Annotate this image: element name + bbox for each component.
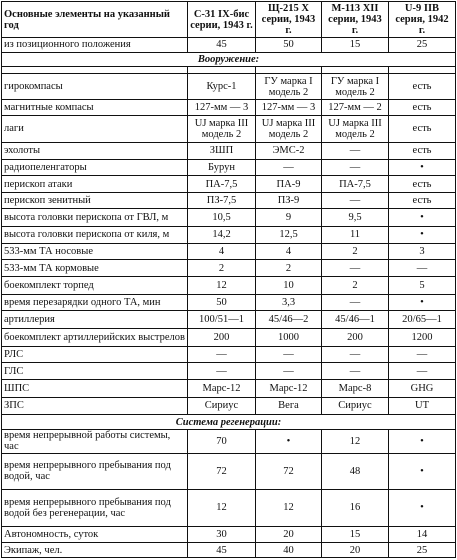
column-header: Щ-215 X серии, 1943 г.	[256, 2, 322, 38]
table-cell: есть	[389, 74, 456, 100]
table-cell: 70	[188, 429, 256, 453]
table-cell: 1000	[256, 329, 322, 347]
table-cell: 127-мм — 2	[322, 100, 389, 116]
table-cell: —	[256, 346, 322, 363]
row-label: ШПС	[2, 379, 188, 397]
row-label: время непрерывной работы системы, час	[2, 429, 188, 453]
table-cell: есть	[389, 115, 456, 142]
table-cell: —	[322, 363, 389, 380]
section-row	[2, 415, 456, 430]
column-header: С-31 IX-бис серии, 1943 г.	[188, 2, 256, 38]
table-cell: —	[322, 346, 389, 363]
table-cell: 14	[389, 526, 456, 543]
table-row	[2, 209, 456, 227]
table-row	[2, 159, 456, 176]
table-cell: 2	[322, 243, 389, 260]
table-cell: —	[389, 346, 456, 363]
table-cell: Марс-12	[188, 379, 256, 397]
row-label: Автономность, суток	[2, 526, 188, 543]
table-cell: —	[322, 192, 389, 209]
table-cell: Курс-1	[188, 74, 256, 100]
row-label: РЛС	[2, 346, 188, 363]
row-label	[2, 67, 188, 74]
row-label: из позиционного положения	[2, 38, 188, 53]
table-cell: ЗШП	[188, 142, 256, 159]
table-cell	[188, 67, 256, 74]
table-cell: •	[389, 453, 456, 489]
table-cell: 25	[389, 38, 456, 53]
row-label: 533-мм ТА носовые	[2, 243, 188, 260]
table-cell: 2	[322, 277, 389, 295]
table-cell: 3,3	[256, 294, 322, 311]
row-label: время непрерывного пребывания под водой, час	[2, 453, 188, 489]
table-row	[2, 142, 456, 159]
table-row	[2, 397, 456, 415]
table-cell: 16	[322, 490, 389, 526]
table-cell: •	[256, 429, 322, 453]
table-cell: •	[389, 490, 456, 526]
table-cell: —	[256, 363, 322, 380]
table-cell: 10	[256, 277, 322, 295]
section-label: Система регенерации:	[2, 415, 456, 430]
row-label: гирокомпасы	[2, 74, 188, 100]
row-label: артиллерия	[2, 311, 188, 329]
table-cell: 25	[389, 543, 456, 558]
table-cell: 20	[322, 543, 389, 558]
table-row	[2, 311, 456, 329]
table-cell: ПА-7,5	[188, 176, 256, 193]
table-row	[2, 379, 456, 397]
table-row	[2, 100, 456, 116]
table-cell: Бурун	[188, 159, 256, 176]
table-body	[2, 38, 456, 558]
table-cell: есть	[389, 142, 456, 159]
table-row	[2, 115, 456, 142]
table-cell: 2	[256, 260, 322, 277]
table-cell: 100/51—1	[188, 311, 256, 329]
table-cell: UJ марка III модель 2	[322, 115, 389, 142]
table-cell: —	[322, 142, 389, 159]
table-cell: •	[389, 429, 456, 453]
section-label: Вооружение:	[2, 52, 456, 67]
table-cell: 20/65—1	[389, 311, 456, 329]
table-cell: 9	[256, 209, 322, 227]
table-cell: 20	[256, 526, 322, 543]
table-cell: —	[188, 363, 256, 380]
table-row	[2, 227, 456, 244]
table-cell: Сириус	[322, 397, 389, 415]
table-row	[2, 38, 456, 53]
table-row	[2, 543, 456, 558]
table-cell: Марс-8	[322, 379, 389, 397]
table-cell: есть	[389, 192, 456, 209]
table-cell: 5	[389, 277, 456, 295]
table-cell: ЭМС-2	[256, 142, 322, 159]
table-cell: 127-мм — 3	[256, 100, 322, 116]
table-row	[2, 329, 456, 347]
table-cell: есть	[389, 100, 456, 116]
header-row	[2, 2, 456, 38]
table-cell: 48	[322, 453, 389, 489]
table-row	[2, 277, 456, 295]
table-cell: •	[389, 227, 456, 244]
column-header: U-9 IIВ серия, 1942 г.	[389, 2, 456, 38]
row-label: время непрерывного пребывания под водой без регенерации, час	[2, 490, 188, 526]
table-row	[2, 74, 456, 100]
table-cell: 50	[256, 38, 322, 53]
table-row	[2, 526, 456, 543]
table-cell: 12,5	[256, 227, 322, 244]
table-cell: 45	[188, 543, 256, 558]
table-cell: •	[389, 209, 456, 227]
table-cell: 2	[188, 260, 256, 277]
table-row	[2, 67, 456, 74]
table-row	[2, 429, 456, 453]
table-cell: 4	[188, 243, 256, 260]
row-label: перископ зенитный	[2, 192, 188, 209]
table-cell	[322, 67, 389, 74]
row-label: боекомплект торпед	[2, 277, 188, 295]
table-cell: —	[322, 159, 389, 176]
table-cell: —	[256, 159, 322, 176]
table-cell: 15	[322, 38, 389, 53]
table-cell: UJ марка III модель 2	[188, 115, 256, 142]
row-label: радиопеленгаторы	[2, 159, 188, 176]
row-label: время перезарядки одного ТА, мин	[2, 294, 188, 311]
table-cell	[389, 67, 456, 74]
table-cell: 30	[188, 526, 256, 543]
table-cell: ПА-7,5	[322, 176, 389, 193]
table-cell: —	[188, 346, 256, 363]
table-cell: UJ марка III модель 2	[256, 115, 322, 142]
table-cell: 12	[188, 277, 256, 295]
table-cell: 72	[188, 453, 256, 489]
table-cell: 3	[389, 243, 456, 260]
table-cell: GHG	[389, 379, 456, 397]
table-cell: 45	[188, 38, 256, 53]
table-cell: 72	[256, 453, 322, 489]
table-cell: 9,5	[322, 209, 389, 227]
row-label: перископ атаки	[2, 176, 188, 193]
table-cell: 15	[322, 526, 389, 543]
column-header: Основные элементы на указанный год	[2, 2, 188, 38]
row-label: Экипаж, чел.	[2, 543, 188, 558]
table-cell: ПЗ-7,5	[188, 192, 256, 209]
table-cell: 127-мм — 3	[188, 100, 256, 116]
row-label: ЗПС	[2, 397, 188, 415]
table-cell	[256, 67, 322, 74]
table-cell: Марс-12	[256, 379, 322, 397]
table-cell: 14,2	[188, 227, 256, 244]
specs-table	[1, 1, 456, 558]
row-label: боекомплект артиллерийских выстрелов	[2, 329, 188, 347]
table-row	[2, 490, 456, 526]
table-cell: ПЗ-9	[256, 192, 322, 209]
row-label: ГЛС	[2, 363, 188, 380]
table-row	[2, 260, 456, 277]
table-cell: 50	[188, 294, 256, 311]
table-cell: Вега	[256, 397, 322, 415]
table-cell: 1200	[389, 329, 456, 347]
table-cell: ПА-9	[256, 176, 322, 193]
row-label: лаги	[2, 115, 188, 142]
table-cell: 45/46—1	[322, 311, 389, 329]
row-label: магнитные компасы	[2, 100, 188, 116]
table-cell: 200	[188, 329, 256, 347]
table-cell: 12	[188, 490, 256, 526]
row-label: высота головки перископа от киля, м	[2, 227, 188, 244]
table-cell: 40	[256, 543, 322, 558]
table-row	[2, 243, 456, 260]
table-cell: 45/46—2	[256, 311, 322, 329]
table-cell: —	[322, 260, 389, 277]
table-cell: 11	[322, 227, 389, 244]
table-row	[2, 176, 456, 193]
table-cell: 200	[322, 329, 389, 347]
table-cell: 12	[256, 490, 322, 526]
table-cell: 12	[322, 429, 389, 453]
column-header: М-113 XII серии, 1943 г.	[322, 2, 389, 38]
table-row	[2, 192, 456, 209]
table-cell: —	[322, 294, 389, 311]
table-cell: 4	[256, 243, 322, 260]
table-cell: •	[389, 159, 456, 176]
table-cell: UT	[389, 397, 456, 415]
row-label: 533-мм ТА кормовые	[2, 260, 188, 277]
table-cell: —	[389, 363, 456, 380]
table-cell: 10,5	[188, 209, 256, 227]
table-cell: •	[389, 294, 456, 311]
table-row	[2, 363, 456, 380]
table-cell: есть	[389, 176, 456, 193]
row-label: эхолоты	[2, 142, 188, 159]
table-cell: Сириус	[188, 397, 256, 415]
row-label: высота головки перископа от ГВЛ, м	[2, 209, 188, 227]
table-row	[2, 346, 456, 363]
table-row	[2, 294, 456, 311]
table-row	[2, 453, 456, 489]
table-cell: ГУ марка I модель 2	[256, 74, 322, 100]
table-cell: —	[389, 260, 456, 277]
table-cell: ГУ марка I модель 2	[322, 74, 389, 100]
section-row	[2, 52, 456, 67]
